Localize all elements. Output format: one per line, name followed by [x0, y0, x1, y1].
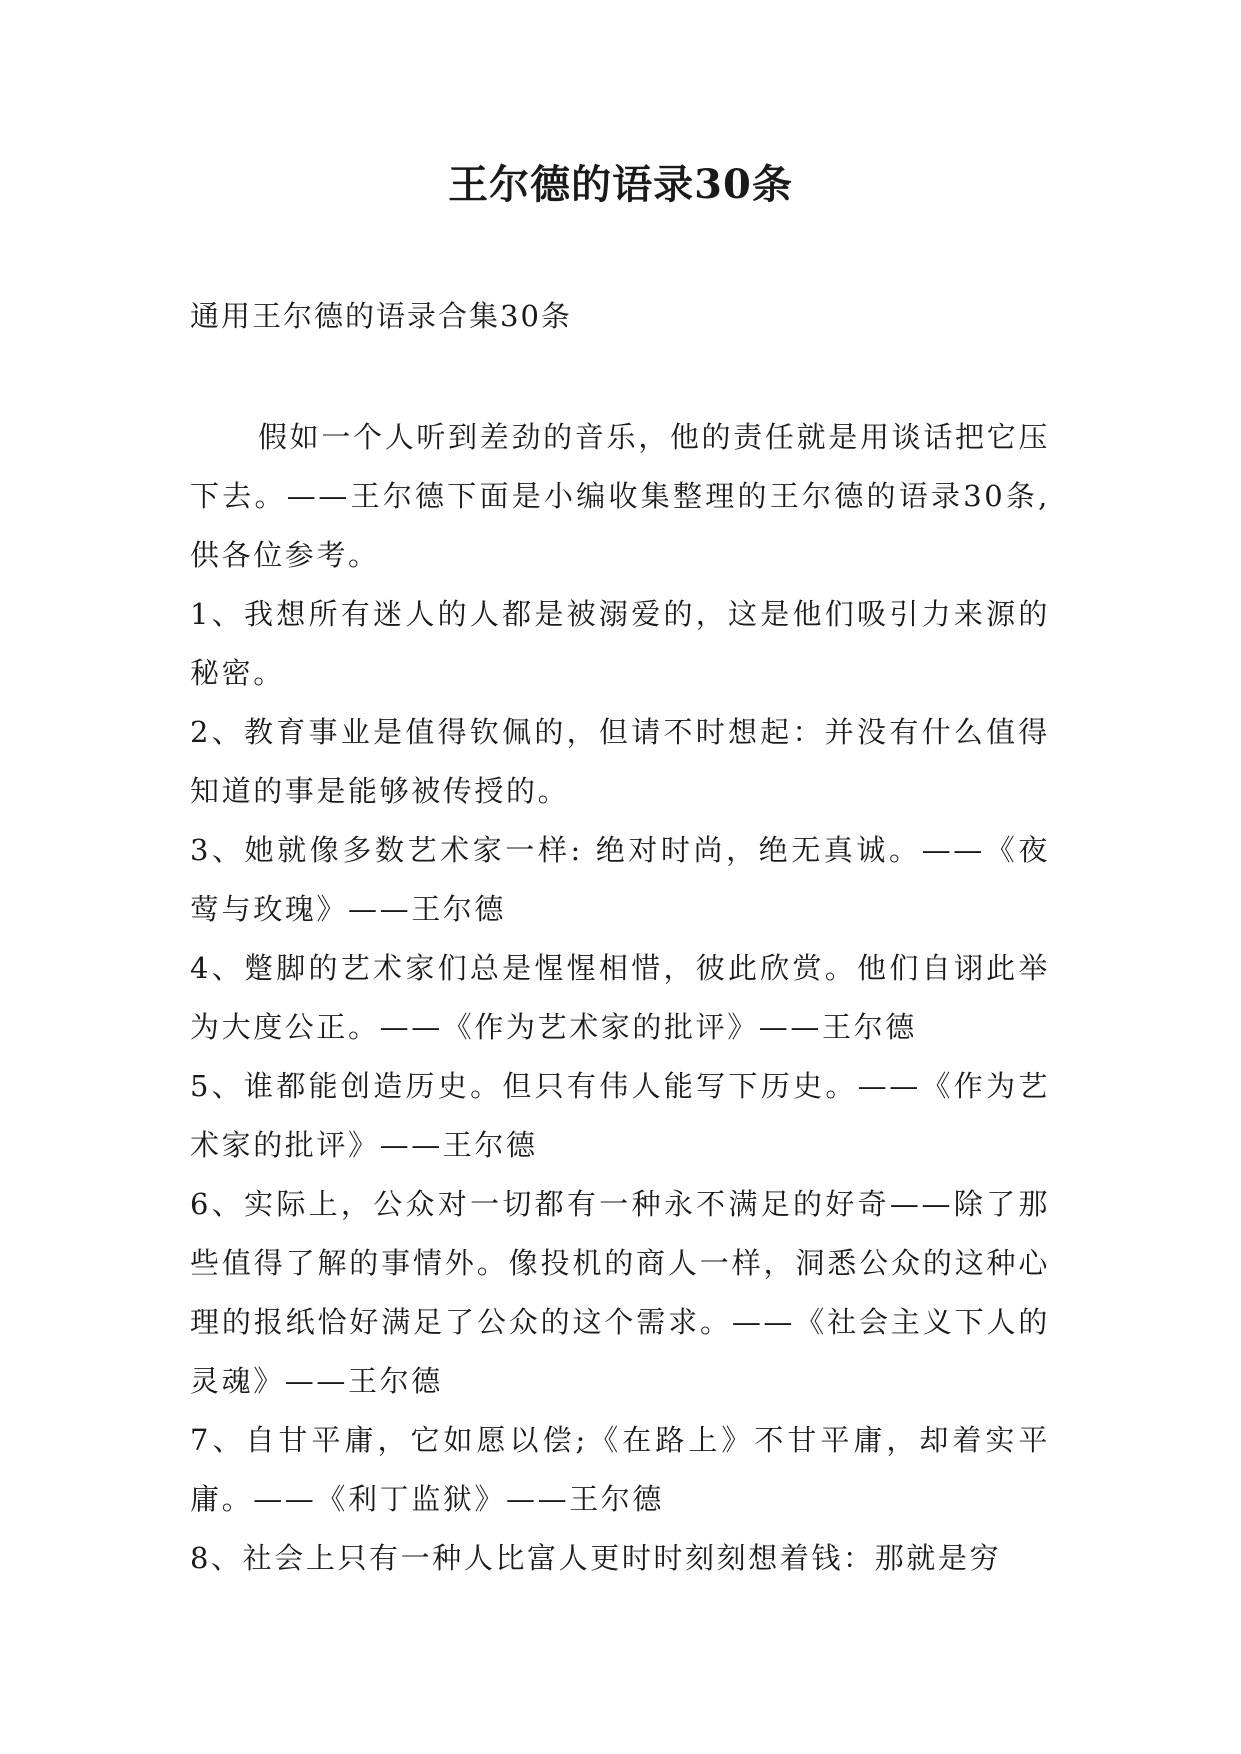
quote-item: 5、谁都能创造历史。但只有伟人能写下历史。——《作为艺术家的批评》——王尔德	[190, 1069, 1050, 1162]
quote-item: 8、社会上只有一种人比富人更时时刻刻想着钱：那就是穷	[190, 1541, 1002, 1575]
quote-item: 1、我想所有迷人的人都是被溺爱的，这是他们吸引力来源的秘密。	[190, 597, 1050, 690]
document-title: 王尔德的语录30条	[448, 161, 793, 208]
intro-paragraph: 假如一个人听到差劲的音乐，他的责任就是用谈话把它压下去。——王尔德下面是小编收集整理的王尔德的语录30条,供各位参考。	[190, 420, 1050, 572]
quote-item: 4、蹩脚的艺术家们总是惺惺相惜，彼此欣赏。他们自诩此举为大度公正。——《作为艺术家的批评》——王尔德	[190, 951, 1050, 1044]
document-body	[190, 408, 1050, 1588]
quote-item: 7、自甘平庸，它如愿以偿;《在路上》不甘平庸，却着实平庸。——《利丁监狱》——王尔德	[190, 1423, 1050, 1516]
document-subtitle: 通用王尔德的语录合集30条	[190, 299, 572, 333]
quote-item: 2、教育事业是值得钦佩的，但请不时想起：并没有什么值得知道的事是能够被传授的。	[190, 715, 1050, 808]
quote-item: 6、实际上，公众对一切都有一种永不满足的好奇——除了那些值得了解的事情外。像投机的商人一样，洞悉公众的这种心理的报纸恰好满足了公众的这个需求。——《社会主义下人的灵魂》——王尔德	[190, 1187, 1050, 1398]
quote-item: 3、她就像多数艺术家一样: 绝对时尚，绝无真诚。——《夜莺与玫瑰》——王尔德	[190, 833, 1050, 926]
